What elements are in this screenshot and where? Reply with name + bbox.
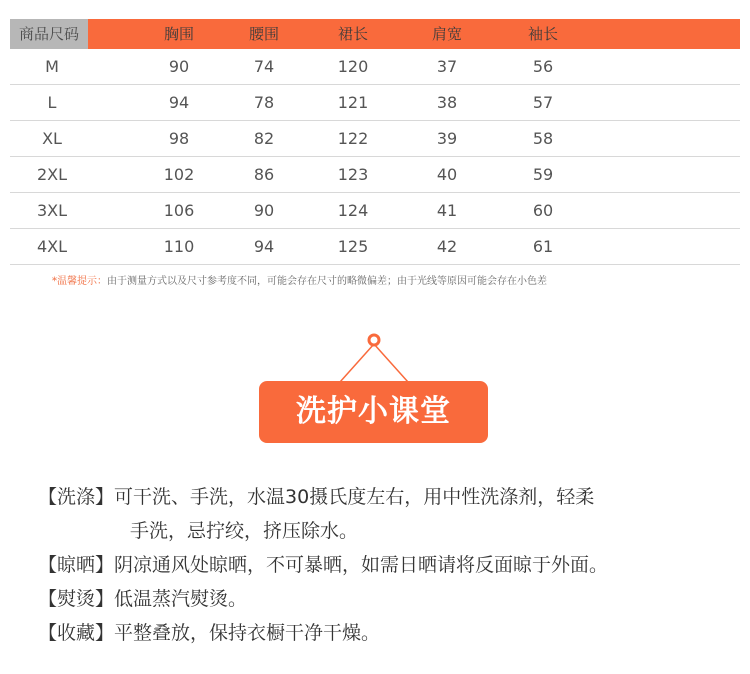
sleeve-cell: 59: [532, 165, 554, 184]
length-cell: 125: [337, 237, 369, 256]
length-cell: 121: [337, 93, 369, 112]
sleeve-cell: 57: [532, 93, 554, 112]
care-item-drying: [38, 548, 608, 582]
care-label: 【洗涤】: [38, 486, 115, 508]
care-item-storage: [38, 616, 608, 650]
size-cell: M: [45, 57, 59, 76]
header-waist: 腰围: [248, 25, 280, 43]
care-label: 【晾晒】: [38, 554, 115, 576]
care-instructions: [38, 480, 608, 650]
size-cell: 3XL: [36, 201, 68, 220]
waist-cell: 74: [253, 57, 275, 76]
size-cell: XL: [42, 129, 62, 148]
shoulder-cell: 41: [436, 201, 458, 220]
chest-cell: 90: [168, 57, 190, 76]
waist-cell: 94: [253, 237, 275, 256]
care-item-washing-cont: [38, 514, 608, 548]
waist-cell: 82: [253, 129, 275, 148]
header-chest: 胸围: [163, 25, 195, 43]
sleeve-cell: 58: [532, 129, 554, 148]
table-row: [10, 157, 740, 193]
care-text: 手洗，忌拧绞，挤压除水。: [130, 520, 359, 542]
table-row: [10, 121, 740, 157]
header-size: 商品尺码: [10, 19, 88, 49]
waist-cell: 90: [253, 201, 275, 220]
header-skirt-length: 裙长: [337, 25, 369, 43]
table-row: [10, 229, 740, 265]
note-prefix: *温馨提示：: [52, 276, 107, 287]
sleeve-cell: 56: [532, 57, 554, 76]
hanger-icon: [330, 330, 420, 385]
chest-cell: 102: [163, 165, 195, 184]
header-shoulder: 肩宽: [431, 25, 463, 43]
care-label: 【熨烫】: [38, 588, 115, 610]
care-text: 低温蒸汽熨烫。: [114, 588, 248, 610]
waist-cell: 86: [253, 165, 275, 184]
care-title-badge: 洗护小课堂: [259, 381, 488, 443]
chest-cell: 110: [163, 237, 195, 256]
care-item-ironing: [38, 582, 608, 616]
sleeve-cell: 60: [532, 201, 554, 220]
table-row: [10, 85, 740, 121]
shoulder-cell: 40: [436, 165, 458, 184]
measurement-note: [52, 272, 547, 287]
size-cell: 4XL: [36, 237, 68, 256]
length-cell: 124: [337, 201, 369, 220]
shoulder-cell: 37: [436, 57, 458, 76]
size-cell: L: [47, 93, 57, 112]
table-row: [10, 193, 740, 229]
note-text: 由于测量方式以及尺寸参考度不同，可能会存在尺寸的略微偏差；由于光线等原因可能会存在小色差: [107, 276, 547, 287]
length-cell: 122: [337, 129, 369, 148]
care-text: 阴凉通风处晾晒，不可暴晒，如需日晒请将反面晾于外面。: [114, 554, 609, 576]
care-text: 可干洗、手洗，水温30摄氏度左右，用中性洗涤剂，轻柔: [114, 486, 595, 508]
chest-cell: 94: [168, 93, 190, 112]
header-sleeve: 袖长: [527, 25, 559, 43]
waist-cell: 78: [253, 93, 275, 112]
table-header: [10, 19, 740, 49]
length-cell: 120: [337, 57, 369, 76]
table-row: [10, 49, 740, 85]
shoulder-cell: 42: [436, 237, 458, 256]
care-text: 平整叠放，保持衣橱干净干燥。: [114, 622, 381, 644]
size-table: [10, 19, 740, 265]
size-cell: 2XL: [36, 165, 68, 184]
care-label: 【收藏】: [38, 622, 115, 644]
length-cell: 123: [337, 165, 369, 184]
chest-cell: 106: [163, 201, 195, 220]
shoulder-cell: 38: [436, 93, 458, 112]
chest-cell: 98: [168, 129, 190, 148]
shoulder-cell: 39: [436, 129, 458, 148]
care-item-washing: [38, 480, 608, 514]
sleeve-cell: 61: [532, 237, 554, 256]
